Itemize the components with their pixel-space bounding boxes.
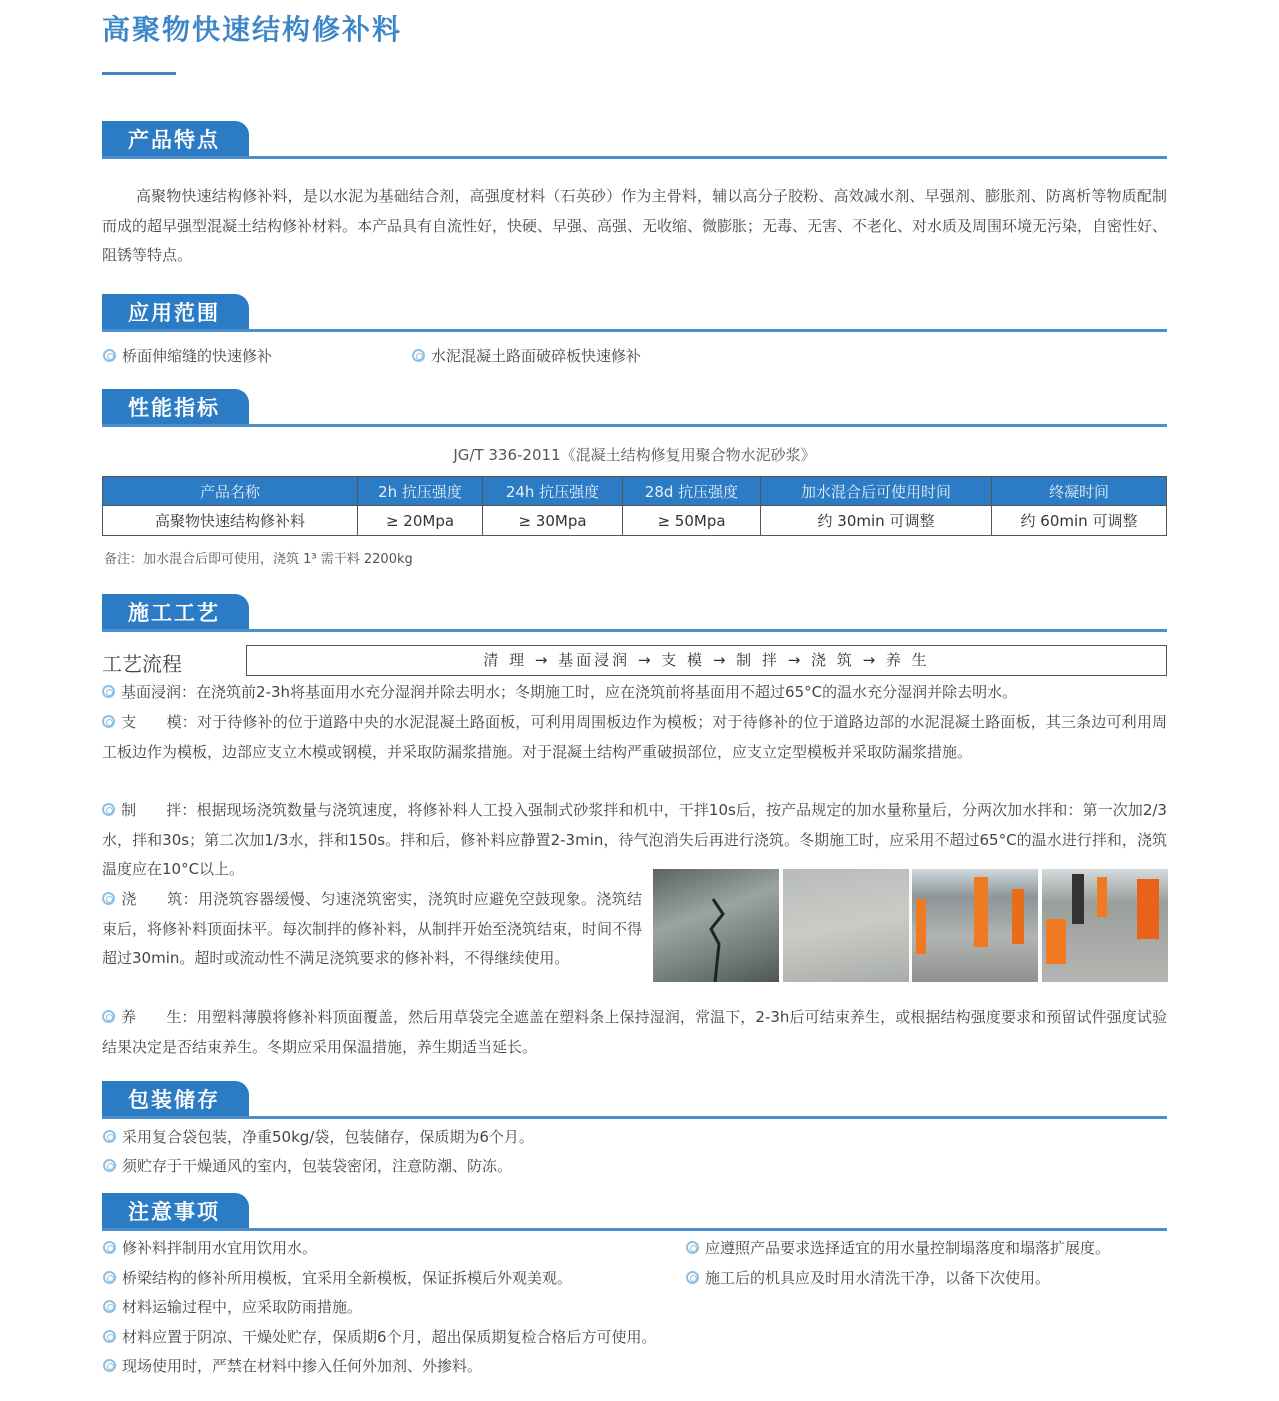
column-header: 24h 抗压强度 <box>483 477 623 506</box>
circle-bullet-icon <box>103 349 116 362</box>
section-tab: 注意事项 <box>102 1193 249 1229</box>
circle-bullet-icon <box>102 715 115 728</box>
section-header-performance <box>102 389 1167 427</box>
column-header: 28d 抗压强度 <box>623 477 761 506</box>
list-item: 桥梁结构的修补所用模板，宜采用全新模板，保证拆模后外观美观。 <box>103 1268 572 1288</box>
divider <box>102 156 1167 159</box>
circle-bullet-icon <box>103 1359 116 1372</box>
list-item: 采用复合袋包装，净重50kg/袋，包装储存，保质期为6个月。 <box>103 1127 534 1147</box>
table-cell: ≥ 20Mpa <box>358 506 483 536</box>
section-header-storage <box>102 1081 1167 1119</box>
process-flow: 清 理 → 基面浸润 → 支 模 → 制 拌 → 浇 筑 → 养 生 <box>246 645 1167 676</box>
list-item: 材料应置于阴凉、干燥处贮存，保质期6个月，超出保质期复检合格后方可使用。 <box>103 1327 657 1347</box>
table-cell: 约 60min 可调整 <box>992 506 1167 536</box>
section-tab: 性能指标 <box>102 389 249 425</box>
table-cell: 约 30min 可调整 <box>761 506 992 536</box>
section-header-process <box>102 594 1167 632</box>
circle-bullet-icon <box>103 1241 116 1254</box>
table-header-row <box>103 477 1167 506</box>
table-cell: ≥ 30Mpa <box>483 506 623 536</box>
list-item: 桥面伸缩缝的快速修补 <box>103 346 272 366</box>
section-header-notes <box>102 1193 1167 1231</box>
column-header: 2h 抗压强度 <box>358 477 483 506</box>
page-title: 高聚物快速结构修补料 <box>102 13 403 46</box>
circle-bullet-icon <box>412 349 425 362</box>
list-item: 水泥混凝土路面破碎板快速修补 <box>412 346 641 366</box>
circle-bullet-icon <box>102 803 115 816</box>
table-cell: ≥ 50Mpa <box>623 506 761 536</box>
section-tab: 施工工艺 <box>102 594 249 630</box>
workers-photo <box>912 869 1038 982</box>
repaired-surface-photo <box>783 869 909 982</box>
circle-bullet-icon <box>103 1159 116 1172</box>
circle-bullet-icon <box>103 1330 116 1343</box>
circle-bullet-icon <box>686 1241 699 1254</box>
process-step: 浇 筑：用浇筑容器缓慢、匀速浇筑密实，浇筑时应避免空鼓现象。浇筑结束后，将修补料顶面抹平。每次制拌的修补料，从制拌开始至浇筑结束，时间不得超过30min。超时或流动性不满足浇筑要求的修补料，不得继续使用。 <box>102 890 643 968</box>
section-tab: 应用范围 <box>102 294 249 330</box>
list-item: 须贮存于干燥通风的室内，包装袋密闭，注意防潮、防冻。 <box>103 1156 512 1176</box>
section-tab: 包装储存 <box>102 1081 249 1117</box>
standard-caption: JG/T 336-2011《混凝土结构修复用聚合物水泥砂浆》 <box>453 446 816 464</box>
workers-photo <box>1042 869 1168 982</box>
circle-bullet-icon <box>103 1271 116 1284</box>
cracked-pavement-photo <box>653 869 779 982</box>
process-step: 基面浸润：在浇筑前2-3h将基面用水充分湿润并除去明水；冬期施工时，应在浇筑前将基面用不超过65°C的温水充分湿润并除去明水。 <box>102 678 1167 708</box>
circle-bullet-icon <box>102 1010 115 1023</box>
divider <box>102 329 1167 332</box>
divider <box>102 1228 1167 1231</box>
circle-bullet-icon <box>686 1271 699 1284</box>
section-tab: 产品特点 <box>102 121 249 157</box>
list-item: 现场使用时，严禁在材料中掺入任何外加剂、外掺料。 <box>103 1356 482 1376</box>
divider <box>102 1116 1167 1119</box>
list-item: 应遵照产品要求选择适宜的用水量控制塌落度和塌落扩展度。 <box>686 1238 1110 1258</box>
list-item: 施工后的机具应及时用水清洗干净，以备下次使用。 <box>686 1268 1050 1288</box>
table-note: 备注：加水混合后即可使用，浇筑 1³ 需干料 2200kg <box>104 552 413 567</box>
table-cell: 高聚物快速结构修补料 <box>103 506 358 536</box>
process-step: 制 拌：根据现场浇筑数量与浇筑速度，将修补料人工投入强制式砂浆拌和机中，干拌10s后，按产品规定的加水量称量后，分两次加水拌和：第一次加2/3水，拌和30s；第二次加1/3水，拌和150s。拌和后，修补料应静置2-3min，待气泡消失后再进行浇筑。冬期施工时，应采用不超过65°C的温水进行拌和，浇筑温度应在10°C以上。 <box>102 801 1167 879</box>
divider <box>102 424 1167 427</box>
table-row <box>103 506 1167 536</box>
divider <box>102 629 1167 632</box>
process-step: 养 生：用塑料薄膜将修补料顶面覆盖，然后用草袋完全遮盖在塑料条上保持湿润，常温下，2-3h后可结束养生，或根据结构强度要求和预留试件强度试验结果决定是否结束养生。冬期应采用保温措施，养生期适当延长。 <box>102 1008 1167 1056</box>
circle-bullet-icon <box>103 1130 116 1143</box>
column-header: 加水混合后可使用时间 <box>761 477 992 506</box>
list-item: 材料运输过程中，应采取防雨措施。 <box>103 1297 362 1317</box>
circle-bullet-icon <box>103 1300 116 1313</box>
title-underline <box>102 72 176 75</box>
performance-table <box>102 476 1167 536</box>
column-header: 终凝时间 <box>992 477 1167 506</box>
flow-label: 工艺流程 <box>102 652 182 676</box>
circle-bullet-icon <box>102 892 115 905</box>
circle-bullet-icon <box>102 685 115 698</box>
column-header: 产品名称 <box>103 477 358 506</box>
process-step: 支 模：对于待修补的位于道路中央的水泥混凝土路面板，可利用周围板边作为模板；对于待修补的位于道路边部的水泥混凝土路面板，其三条边可利用周工板边作为模板，边部应支立木模或钢模，并采取防漏浆措施。对于混凝土结构严重破损部位，应支立定型模板并采取防漏浆措施。 <box>102 713 1167 761</box>
features-paragraph: 高聚物快速结构修补料，是以水泥为基础结合剂，高强度材料（石英砂）作为主骨料，辅以高分子胶粉、高效减水剂、早强剂、膨胀剂、防离析等物质配制而成的超早强型混凝土结构修补材料。本产品具有自流性好，快硬、早强、高强、无收缩、微膨胀；无毒、无害、不老化、对水质及周围环境无污染，自密性好、阻锈等特点。 <box>102 187 1168 265</box>
list-item: 修补料拌制用水宜用饮用水。 <box>103 1238 317 1258</box>
section-header-features <box>102 121 1167 159</box>
section-header-scope <box>102 294 1167 332</box>
